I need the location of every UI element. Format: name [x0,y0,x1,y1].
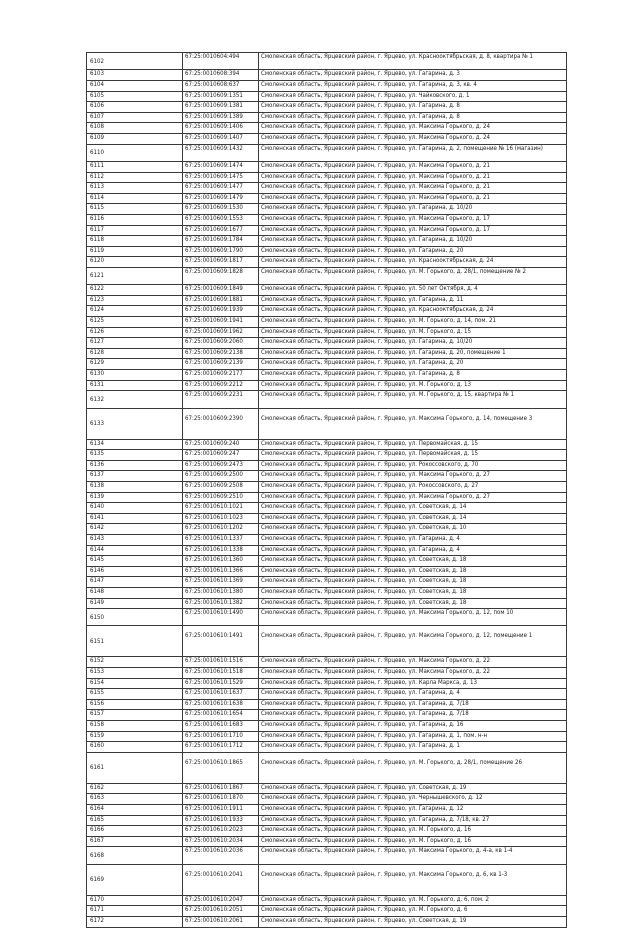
address: Смоленская область, Ярцевский район, г. Ярцево, ул. Гагарина, д. 16 [259,721,567,732]
address: Смоленская область, Ярцевский район, г. Ярцево, ул. Максима Горького, д. 14, помещение 3 [259,408,567,439]
row-number: 6161 [87,752,183,783]
address: Смоленская область, Ярцевский район, г. Ярцево, ул. Гагарина, д. 1 [259,742,567,753]
cadastral-number: 67:25:0010609:1475 [183,172,259,183]
cadastral-number: 67:25:0010610:1021 [183,503,259,514]
cadastral-number: 67:25:0010610:1338 [183,545,259,556]
row-number: 6159 [87,731,183,742]
cadastral-number: 67:25:0010610:1870 [183,794,259,805]
row-number: 6110 [87,144,183,161]
address: Смоленская область, Ярцевский район, г. Ярцево, ул. М. Горького, д. 16 [259,836,567,847]
table-row [87,236,567,247]
address: Смоленская область, Ярцевский район, г. Ярцево, ул. Советская, д. 18 [259,598,567,609]
row-number: 6122 [87,285,183,296]
address: Смоленская область, Ярцевский район, г. Ярцево, ул. Максима Горького, д. 4-а, кв 1-4 [259,847,567,864]
row-number: 6140 [87,503,183,514]
cadastral-number: 67:25:0010609:1479 [183,193,259,204]
cadastral-number: 67:25:0010610:1369 [183,577,259,588]
cadastral-number: 67:25:0010609:1553 [183,214,259,225]
table-row [87,895,567,906]
table-row [87,577,567,588]
table-row [87,317,567,328]
cadastral-number: 67:25:0010609:2500 [183,471,259,482]
table-row [87,668,567,679]
table-row [87,826,567,837]
address: Смоленская область, Ярцевский район, г. Ярцево, ул. Гагарина, д. 8 [259,370,567,381]
table-row [87,133,567,144]
table-row [87,246,567,257]
address: Смоленская область, Ярцевский район, г. Ярцево, ул. Максима Горького, д. 17 [259,214,567,225]
address: Смоленская область, Ярцевский район, г. Ярцево, ул. Первомайская, д. 15 [259,439,567,450]
cadastral-number: 67:25:0010610:1366 [183,566,259,577]
row-number: 6163 [87,794,183,805]
row-number: 6123 [87,295,183,306]
address: Смоленская область, Ярцевский район, г. Ярцево, ул. Чайковского, д. 1 [259,91,567,102]
table-row [87,657,567,668]
cadastral-number: 67:25:0010609:1474 [183,161,259,172]
table-row [87,783,567,794]
address: Смоленская область, Ярцевский район, г. Ярцево, ул. Гагарина, д. 2, помещение № 16 (магазин) [259,144,567,161]
table-row [87,295,567,306]
address: Смоленская область, Ярцевский район, г. Ярцево, ул. Гагарина, д. 20, помещение 1 [259,348,567,359]
cadastral-number: 67:25:0010609:240 [183,439,259,450]
row-number: 6155 [87,689,183,700]
cadastral-number: 67:25:0010609:2390 [183,408,259,439]
row-number: 6158 [87,721,183,732]
table-row [87,193,567,204]
table-row [87,359,567,370]
cadastral-number: 67:25:0010609:1389 [183,112,259,123]
address: Смоленская область, Ярцевский район, г. Ярцево, ул. Первомайская, д. 15 [259,450,567,461]
address: Смоленская область, Ярцевский район, г. Ярцево, ул. М. Горького, д. 15, квартира № 1 [259,391,567,408]
row-number: 6104 [87,80,183,91]
row-number: 6167 [87,836,183,847]
cadastral-number: 67:25:0010609:1477 [183,183,259,194]
table-row [87,267,567,284]
row-number: 6138 [87,481,183,492]
table-row [87,214,567,225]
table-row [87,348,567,359]
row-number: 6129 [87,359,183,370]
table-row [87,710,567,721]
table-row [87,556,567,567]
cadastral-number: 67:25:0010608:637 [183,80,259,91]
cadastral-number: 67:25:0010610:1654 [183,710,259,721]
row-number: 6124 [87,306,183,317]
cadastral-number: 67:25:0010609:247 [183,450,259,461]
cadastral-number: 67:25:0010609:2177 [183,370,259,381]
row-number: 6136 [87,460,183,471]
cadastral-number: 67:25:0010610:1683 [183,721,259,732]
row-number: 6111 [87,161,183,172]
registry-rows [87,53,567,928]
table-row [87,836,567,847]
address: Смоленская область, Ярцевский район, г. Ярцево, ул. Гагарина, д. 7/18 [259,699,567,710]
row-number: 6170 [87,895,183,906]
row-number: 6117 [87,225,183,236]
table-row [87,524,567,535]
row-number: 6106 [87,102,183,113]
cadastral-number: 67:25:0010609:2510 [183,492,259,503]
table-row [87,731,567,742]
cadastral-number: 67:25:0010610:1911 [183,805,259,816]
table-row [87,587,567,598]
cadastral-number: 67:25:0010609:2231 [183,391,259,408]
row-number: 6164 [87,805,183,816]
cadastral-number: 67:25:0010608:394 [183,70,259,81]
table-row [87,183,567,194]
address: Смоленская область, Ярцевский район, г. Ярцево, ул. Красноoктябрьская, д. 24 [259,257,567,268]
row-number: 6149 [87,598,183,609]
table-row [87,492,567,503]
cadastral-number: 67:25:0010609:1941 [183,317,259,328]
table-row [87,626,567,657]
table-row [87,380,567,391]
row-number: 6131 [87,380,183,391]
row-number: 6105 [87,91,183,102]
row-number: 6148 [87,587,183,598]
row-number: 6125 [87,317,183,328]
table-row [87,91,567,102]
cadastral-number: 67:25:0010609:1381 [183,102,259,113]
address: Смоленская область, Ярцевский район, г. Ярцево, ул. Гагарина, д. 20 [259,246,567,257]
row-number: 6107 [87,112,183,123]
cadastral-number: 67:25:0010610:1380 [183,587,259,598]
row-number: 6141 [87,513,183,524]
cadastral-number: 67:25:0010610:2036 [183,847,259,864]
row-number: 6150 [87,609,183,626]
table-row [87,847,567,864]
row-number: 6120 [87,257,183,268]
address: Смоленская область, Ярцевский район, г. Ярцево, ул. Гагарина, д. 8 [259,112,567,123]
cadastral-number: 67:25:0010609:1939 [183,306,259,317]
cadastral-number: 67:25:0010609:1432 [183,144,259,161]
table-row [87,450,567,461]
table-row [87,370,567,381]
table-row [87,53,567,70]
cadastral-number: 67:25:0010610:1865 [183,752,259,783]
address: Смоленская область, Ярцевский район, г. Ярцево, ул. Советская, д. 18 [259,587,567,598]
table-row [87,204,567,215]
row-number: 6130 [87,370,183,381]
cadastral-number: 67:25:0010609:2139 [183,359,259,370]
table-row [87,460,567,471]
address: Смоленская область, Ярцевский район, г. Ярцево, ул. Гагарина, д. 8 [259,102,567,113]
cadastral-number: 67:25:0010610:1202 [183,524,259,535]
row-number: 6108 [87,123,183,134]
address: Смоленская область, Ярцевский район, г. Ярцево, ул. Гагарина, д. 7/18, кв. 27 [259,815,567,826]
address: Смоленская область, Ярцевский район, г. Ярцево, ул. Гагарина, д. 1, пом. н-н [259,731,567,742]
cadastral-number: 67:25:0010610:1712 [183,742,259,753]
row-number: 6102 [87,53,183,70]
address: Смоленская область, Ярцевский район, г. Ярцево, ул. Максима Горького, д. 6, кв 1-3 [259,864,567,895]
table-row [87,112,567,123]
table-row [87,503,567,514]
address: Смоленская область, Ярцевский район, г. Ярцево, ул. Гагарина, д. 4 [259,689,567,700]
address: Смоленская область, Ярцевский район, г. Ярцево, ул. Максима Горького, д. 21 [259,172,567,183]
table-row [87,752,567,783]
cadastral-number: 67:25:0010609:1784 [183,236,259,247]
cadastral-number: 67:25:0010610:2041 [183,864,259,895]
address: Смоленская область, Ярцевский район, г. Ярцево, ул. М. Горького, д. 13 [259,380,567,391]
table-row [87,678,567,689]
row-number: 6171 [87,906,183,917]
address: Смоленская область, Ярцевский район, г. Ярцево, ул. Максима Горького, д. 24 [259,123,567,134]
address: Смоленская область, Ярцевский район, г. Ярцево, ул. Максима Горького, д. 21 [259,161,567,172]
table-row [87,391,567,408]
cadastral-number: 67:25:0010609:2473 [183,460,259,471]
cadastral-number: 67:25:0010610:1638 [183,699,259,710]
address: Смоленская область, Ярцевский район, г. Ярцево, ул. Советская, д. 18 [259,556,567,567]
address: Смоленская область, Ярцевский район, г. Ярцево, ул. Максима Горького, д. 27 [259,492,567,503]
cadastral-number: 67:25:0010610:1360 [183,556,259,567]
address: Смоленская область, Ярцевский район, г. Ярцево, ул. Гагарина, д. 3 [259,70,567,81]
address: Смоленская область, Ярцевский район, г. Ярцево, ул. Максима Горького, д. 27 [259,471,567,482]
table-row [87,408,567,439]
row-number: 6119 [87,246,183,257]
cadastral-number: 67:25:0010609:2060 [183,338,259,349]
row-number: 6147 [87,577,183,588]
address: Смоленская область, Ярцевский район, г. Ярцево, ул. Советская, д. 19 [259,916,567,927]
address: Смоленская область, Ярцевский район, г. Ярцево, ул. Гагарина, д. 7/18 [259,710,567,721]
row-number: 6152 [87,657,183,668]
table-row [87,102,567,113]
cadastral-number: 67:25:0010604:494 [183,53,259,70]
address: Смоленская область, Ярцевский район, г. Ярцево, ул. Рокоссовского, д. 70 [259,460,567,471]
address: Смоленская область, Ярцевский район, г. Ярцево, ул. Максима Горького, д. 21 [259,183,567,194]
cadastral-number: 67:25:0010610:2047 [183,895,259,906]
cadastral-number: 67:25:0010610:1518 [183,668,259,679]
cadastral-number: 67:25:0010610:1516 [183,657,259,668]
row-number: 6145 [87,556,183,567]
address: Смоленская область, Ярцевский район, г. Ярцево, ул. Максима Горького, д. 17 [259,225,567,236]
row-number: 6103 [87,70,183,81]
table-row [87,306,567,317]
cadastral-number: 67:25:0010610:1490 [183,609,259,626]
row-number: 6142 [87,524,183,535]
row-number: 6151 [87,626,183,657]
row-number: 6172 [87,916,183,927]
row-number: 6169 [87,864,183,895]
row-number: 6115 [87,204,183,215]
row-number: 6144 [87,545,183,556]
row-number: 6126 [87,327,183,338]
address: Смоленская область, Ярцевский район, г. Ярцево, ул. М. Горького, д. 16 [259,826,567,837]
table-row [87,545,567,556]
address: Смоленская область, Ярцевский район, г. Ярцево, ул. Чернышевского, д. 12 [259,794,567,805]
address: Смоленская область, Ярцевский район, г. Ярцево, ул. Максима Горького, д. 12, помещение 1 [259,626,567,657]
address: Смоленская область, Ярцевский район, г. Ярцево, ул. Максима Горького, д. 21 [259,193,567,204]
row-number: 6137 [87,471,183,482]
cadastral-number: 67:25:0010609:1407 [183,133,259,144]
address: Смоленская область, Ярцевский район, г. Ярцево, ул. Советская, д. 14 [259,503,567,514]
registry-page [86,52,566,928]
address: Смоленская область, Ярцевский район, г. Ярцево, ул. Гагарина, д. 4 [259,545,567,556]
cadastral-number: 67:25:0010609:1530 [183,204,259,215]
table-row [87,794,567,805]
table-row [87,225,567,236]
address: Смоленская область, Ярцевский район, г. Ярцево, ул. М. Горького, д. 15 [259,327,567,338]
table-row [87,285,567,296]
row-number: 6168 [87,847,183,864]
address: Смоленская область, Ярцевский район, г. Ярцево, ул. 50 лет Октября, д. 4 [259,285,567,296]
cadastral-number: 67:25:0010610:2061 [183,916,259,927]
address: Смоленская область, Ярцевский район, г. Ярцево, ул. Максима Горького, д. 22 [259,657,567,668]
cadastral-number: 67:25:0010610:1867 [183,783,259,794]
table-row [87,327,567,338]
cadastral-number: 67:25:0010609:1406 [183,123,259,134]
row-number: 6153 [87,668,183,679]
cadastral-number: 67:25:0010609:1790 [183,246,259,257]
row-number: 6113 [87,183,183,194]
table-row [87,689,567,700]
table-row [87,805,567,816]
table-row [87,257,567,268]
address: Смоленская область, Ярцевский район, г. Ярцево, ул. Красноoктябрьская, д. 24 [259,306,567,317]
address: Смоленская область, Ярцевский район, г. Ярцево, ул. Гагарина, д. 20 [259,359,567,370]
address: Смоленская область, Ярцевский район, г. Ярцево, ул. Гагарина, д. 4 [259,534,567,545]
cadastral-number: 67:25:0010609:1828 [183,267,259,284]
table-row [87,80,567,91]
table-row [87,534,567,545]
cadastral-number: 67:25:0010610:1637 [183,689,259,700]
row-number: 6135 [87,450,183,461]
address: Смоленская область, Ярцевский район, г. Ярцево, ул. Гагарина, д. 10/20 [259,236,567,247]
address: Смоленская область, Ярцевский район, г. Ярцево, ул. М. Горького, д. 6, пом. 2 [259,895,567,906]
table-row [87,916,567,927]
cadastral-number: 67:25:0010609:2138 [183,348,259,359]
cadastral-number: 67:25:0010610:2023 [183,826,259,837]
row-number: 6112 [87,172,183,183]
row-number: 6116 [87,214,183,225]
row-number: 6127 [87,338,183,349]
address: Смоленская область, Ярцевский район, г. Ярцево, ул. Рокоссовского, д. 27 [259,481,567,492]
table-row [87,172,567,183]
row-number: 6143 [87,534,183,545]
row-number: 6160 [87,742,183,753]
table-row [87,70,567,81]
cadastral-number: 67:25:0010610:1710 [183,731,259,742]
address: Смоленская область, Ярцевский район, г. Ярцево, ул. Советская, д. 18 [259,577,567,588]
cadastral-number: 67:25:0010609:1677 [183,225,259,236]
table-row [87,815,567,826]
row-number: 6154 [87,678,183,689]
address: Смоленская область, Ярцевский район, г. Ярцево, ул. Гагарина, д. 10/20 [259,338,567,349]
row-number: 6156 [87,699,183,710]
table-row [87,513,567,524]
table-row [87,742,567,753]
row-number: 6162 [87,783,183,794]
table-row [87,721,567,732]
address: Смоленская область, Ярцевский район, г. Ярцево, ул. Гагарина, д. 3, кв. 4 [259,80,567,91]
row-number: 6146 [87,566,183,577]
table-row [87,864,567,895]
cadastral-number: 67:25:0010609:1881 [183,295,259,306]
address: Смоленская область, Ярцевский район, г. Ярцево, ул. Советская, д. 10 [259,524,567,535]
address: Смоленская область, Ярцевский район, г. Ярцево, ул. Гагарина, д. 10/20 [259,204,567,215]
row-number: 6157 [87,710,183,721]
row-number: 6134 [87,439,183,450]
address: Смоленская область, Ярцевский район, г. Ярцево, ул. Советская, д. 18 [259,566,567,577]
row-number: 6121 [87,267,183,284]
cadastral-number: 67:25:0010609:2508 [183,481,259,492]
table-row [87,699,567,710]
address: Смоленская область, Ярцевский район, г. Ярцево, ул. Максима Горького, д. 22 [259,668,567,679]
row-number: 6139 [87,492,183,503]
address: Смоленская область, Ярцевский район, г. Ярцево, ул. Красноoктябрьская, д. 8, квартира № 1 [259,53,567,70]
address: Смоленская область, Ярцевский район, г. Ярцево, ул. Карла Маркса, д. 13 [259,678,567,689]
cadastral-number: 67:25:0010609:2212 [183,380,259,391]
table-row [87,906,567,917]
address: Смоленская область, Ярцевский район, г. Ярцево, ул. Советская, д. 19 [259,783,567,794]
row-number: 6114 [87,193,183,204]
table-row [87,161,567,172]
table-row [87,609,567,626]
cadastral-number: 67:25:0010610:1023 [183,513,259,524]
table-row [87,338,567,349]
address: Смоленская область, Ярцевский район, г. Ярцево, ул. Гагарина, д. 11 [259,295,567,306]
cadastral-number: 67:25:0010610:1529 [183,678,259,689]
address: Смоленская область, Ярцевский район, г. Ярцево, ул. Гагарина, д. 12 [259,805,567,816]
table-row [87,123,567,134]
cadastral-number: 67:25:0010609:1849 [183,285,259,296]
table-row [87,439,567,450]
row-number: 6165 [87,815,183,826]
table-row [87,471,567,482]
table-row [87,598,567,609]
address: Смоленская область, Ярцевский район, г. Ярцево, ул. М. Горького, д. 6 [259,906,567,917]
cadastral-number: 67:25:0010610:1382 [183,598,259,609]
address: Смоленская область, Ярцевский район, г. Ярцево, ул. Советская, д. 14 [259,513,567,524]
table-row [87,566,567,577]
cadastral-number: 67:25:0010609:1351 [183,91,259,102]
row-number: 6109 [87,133,183,144]
cadastral-number: 67:25:0010610:1933 [183,815,259,826]
address: Смоленская область, Ярцевский район, г. Ярцево, ул. М. Горького, д. 14, пом. 21 [259,317,567,328]
row-number: 6132 [87,391,183,408]
address: Смоленская область, Ярцевский район, г. Ярцево, ул. Максима Горького, д. 24 [259,133,567,144]
address: Смоленская область, Ярцевский район, г. Ярцево, ул. Максима Горького, д. 12, пом 10 [259,609,567,626]
row-number: 6118 [87,236,183,247]
address: Смоленская область, Ярцевский район, г. Ярцево, ул. М. Горького, д. 28/1, помещение 26 [259,752,567,783]
row-number: 6128 [87,348,183,359]
row-number: 6133 [87,408,183,439]
cadastral-number: 67:25:0010610:2034 [183,836,259,847]
table-row [87,144,567,161]
registry-table [86,52,567,928]
cadastral-number: 67:25:0010610:1337 [183,534,259,545]
row-number: 6166 [87,826,183,837]
cadastral-number: 67:25:0010610:1491 [183,626,259,657]
table-row [87,481,567,492]
cadastral-number: 67:25:0010610:2051 [183,906,259,917]
cadastral-number: 67:25:0010609:1817 [183,257,259,268]
cadastral-number: 67:25:0010609:1962 [183,327,259,338]
address: Смоленская область, Ярцевский район, г. Ярцево, ул. М. Горького, д. 28/1, помещение № 2 [259,267,567,284]
